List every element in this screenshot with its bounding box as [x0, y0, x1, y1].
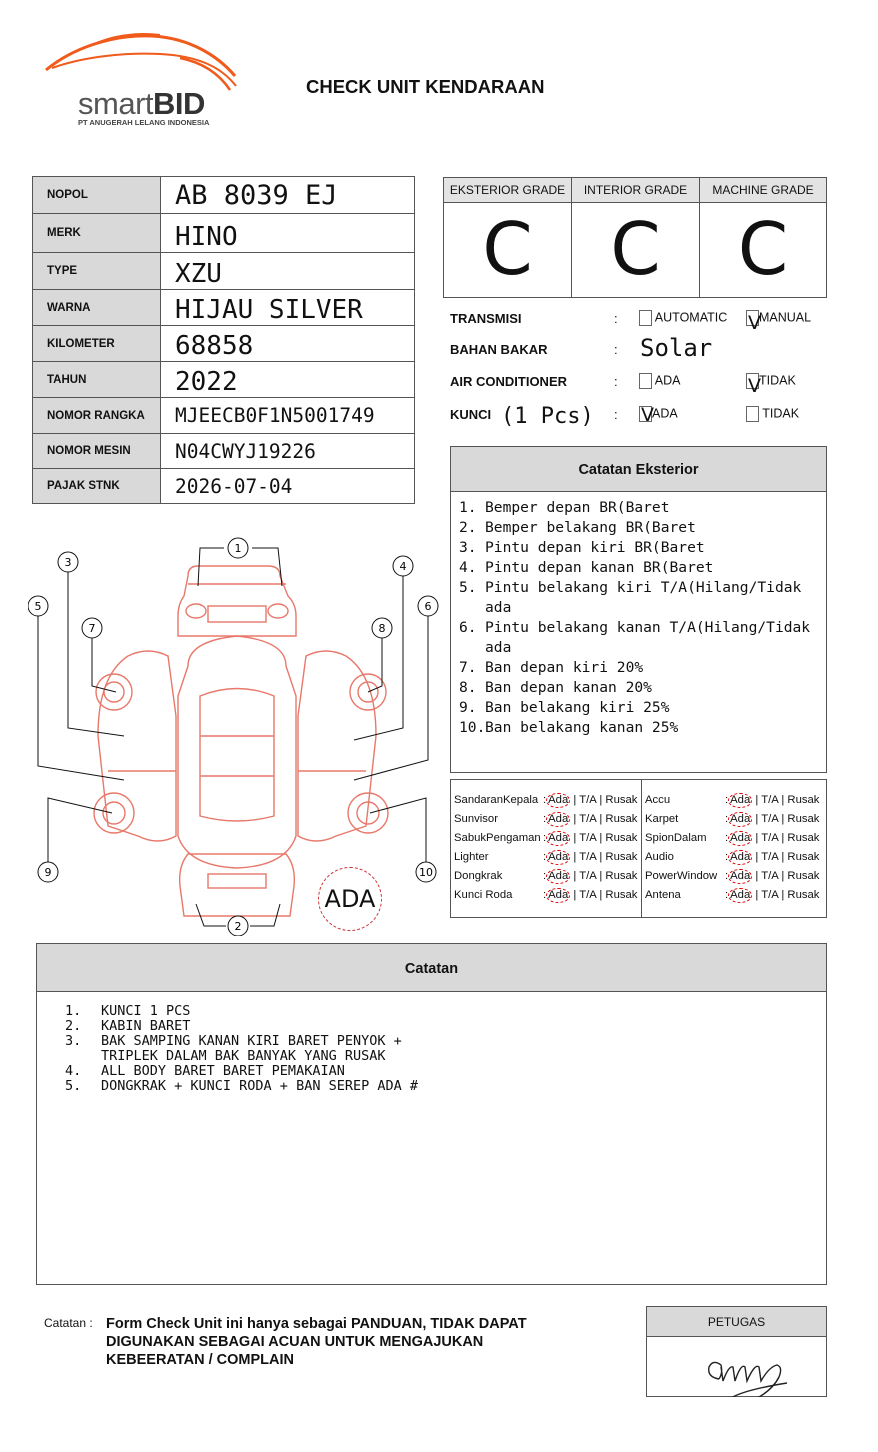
identity-label: KILOMETER: [33, 326, 161, 362]
exterior-notes-panel: [450, 446, 827, 773]
status-options: | T/A | Rusak: [752, 870, 820, 882]
accessory-name: SandaranKepala: [454, 794, 539, 806]
signature-drawing: [647, 1337, 828, 1397]
exterior-notes-list: [451, 492, 826, 744]
exterior-note-item: [459, 718, 818, 738]
grade-label: EKSTERIOR GRADE: [444, 178, 571, 203]
callout-number: 6: [424, 600, 432, 613]
ada-circled: Ada: [730, 889, 751, 901]
transmisi-label: TRANSMISI: [450, 311, 522, 326]
callout-number: 8: [378, 622, 386, 635]
identity-label: PAJAK STNK: [33, 469, 161, 504]
ada-circled: Ada: [548, 813, 569, 825]
callout-number: 9: [44, 866, 52, 879]
note-number: 9.: [459, 699, 477, 716]
vehicle-damage-diagram: [28, 536, 442, 936]
exterior-note-item: [459, 658, 818, 678]
disclaimer-text: Form Check Unit ini hanya sebagai PANDUAN, TIDAK DAPAT DIGUNAKAN SEBAGAI ACUAN UNTUK MENGAJUKAN KEBEERATAN / COMPLAIN: [106, 1316, 527, 1368]
accessory-name: SpionDalam: [645, 832, 707, 844]
status-options: | T/A | Rusak: [570, 851, 638, 863]
status-options: | T/A | Rusak: [570, 813, 638, 825]
accessory-status: [725, 791, 819, 810]
status-options: | T/A | Rusak: [570, 832, 638, 844]
note-text: Bemper depan BR(Baret: [485, 499, 670, 516]
logo-company-name: PT ANUGERAH LELANG INDONESIA: [78, 118, 210, 127]
grades-panel: [443, 177, 827, 298]
ada-circled: Ada: [730, 794, 751, 806]
identity-value: 68858: [161, 326, 415, 362]
callout-number: 3: [64, 556, 72, 569]
identity-value: 2022: [161, 362, 415, 398]
ac-label: AIR CONDITIONER: [450, 374, 567, 389]
status-options: | T/A | Rusak: [570, 889, 638, 901]
accessory-name: Sunvisor: [454, 813, 498, 825]
note-text: Ban depan kanan 20%: [485, 679, 652, 696]
identity-label: NOMOR RANGKA: [33, 398, 161, 434]
note-text: ALL BODY BARET BARET PEMAKAIAN: [101, 1063, 345, 1079]
note-number: 4.: [459, 559, 477, 576]
colon: :: [614, 342, 618, 357]
ac-ada-option[interactable]: [639, 373, 681, 389]
note-text: Pintu belakang kiri T/A(Hilang/Tidak ada: [485, 579, 802, 616]
checkbox[interactable]: [639, 373, 652, 389]
table-row: [33, 214, 415, 253]
status-options: | T/A | Rusak: [752, 889, 820, 901]
identity-value: N04CWYJ19226: [161, 434, 415, 469]
grade-label: INTERIOR GRADE: [572, 178, 699, 203]
note-text: Pintu depan kanan BR(Baret: [485, 559, 714, 576]
ac-tidak-option[interactable]: [746, 373, 796, 397]
note-number: 4.: [65, 1063, 82, 1079]
accessory-name: SabukPengaman: [454, 832, 541, 844]
colon: :: [614, 311, 618, 326]
option-label: MANUAL: [759, 310, 812, 325]
callout-number: 4: [399, 560, 407, 573]
note-number: 5.: [65, 1078, 82, 1094]
accessory-status: [725, 829, 819, 848]
note-text: Ban belakang kiri 25%: [485, 699, 670, 716]
separator: :: [543, 851, 547, 863]
ada-circled: Ada: [730, 870, 751, 882]
callout-number: 10: [419, 866, 433, 879]
note-number: 2.: [65, 1018, 82, 1034]
accessory-status: [543, 848, 637, 867]
note-number: 7.: [459, 659, 477, 676]
note-text: Pintu belakang kanan T/A(Hilang/Tidak ada: [485, 619, 811, 656]
identity-label: NOMOR MESIN: [33, 434, 161, 469]
separator: :: [725, 813, 729, 825]
callout-number: 2: [234, 920, 242, 933]
checkbox[interactable]: [746, 373, 761, 397]
note-text: BAK SAMPING KANAN KIRI BARET PENYOK + TRIPLEK DALAM BAK BANYAK YANG RUSAK: [101, 1033, 402, 1064]
exterior-note-item: [459, 558, 818, 578]
identity-label: MERK: [33, 214, 161, 253]
callout-number: 1: [234, 542, 242, 555]
ada-circled: Ada: [548, 889, 569, 901]
check-mark: V: [641, 404, 654, 426]
grade-value: C: [482, 207, 533, 291]
column-divider: [641, 780, 642, 917]
option-label: ADA: [652, 406, 678, 421]
exterior-note-item: [459, 578, 818, 618]
table-row: [33, 469, 415, 504]
separator: :: [725, 870, 729, 882]
identity-value: HIJAU SILVER: [161, 290, 415, 326]
catatan-panel: [36, 943, 827, 1285]
note-text: KUNCI 1 PCS: [101, 1003, 191, 1019]
ada-circled: Ada: [730, 851, 751, 863]
accessory-status: [543, 829, 637, 848]
ada-circled: Ada: [548, 851, 569, 863]
catatan-title: Catatan: [37, 944, 826, 992]
ada-stamp: ADA: [318, 867, 382, 931]
accessory-status: [725, 810, 819, 829]
table-row: [33, 326, 415, 362]
note-text: Ban depan kiri 20%: [485, 659, 644, 676]
note-number: 3.: [65, 1033, 82, 1049]
table-row: [33, 434, 415, 469]
checkbox[interactable]: [639, 404, 654, 426]
note-number: 10.: [459, 719, 486, 736]
colon: :: [614, 407, 618, 422]
check-mark: V: [748, 312, 761, 334]
note-number: 2.: [459, 519, 477, 536]
accessory-status: [543, 791, 637, 810]
accessory-name: Dongkrak: [454, 870, 503, 882]
accessory-name: Antena: [645, 889, 681, 901]
transmisi-manual-option[interactable]: [746, 310, 812, 334]
note-number: 5.: [459, 579, 477, 596]
accessories-panel: [450, 779, 827, 918]
catatan-list: [37, 992, 826, 1094]
logo-wordmark: smartBID: [78, 86, 205, 121]
identity-label: TYPE: [33, 253, 161, 290]
table-row: [33, 398, 415, 434]
accessory-status: [543, 810, 637, 829]
page-title: CHECK UNIT KENDARAAN: [306, 76, 545, 97]
grade-label: MACHINE GRADE: [700, 178, 826, 203]
exterior-note-item: [459, 518, 818, 538]
identity-label: NOPOL: [33, 177, 161, 214]
exterior-note-item: [459, 538, 818, 558]
option-label: TIDAK: [762, 406, 800, 421]
vehicle-identity-table: [32, 176, 415, 504]
kunci-label: KUNCI: [450, 407, 492, 422]
status-options: | T/A | Rusak: [570, 870, 638, 882]
smartbid-logo: [40, 28, 245, 133]
separator: :: [725, 889, 729, 901]
accessory-name: Audio: [645, 851, 674, 863]
note-number: 1.: [459, 499, 477, 516]
checkbox[interactable]: [746, 310, 761, 334]
kunci-tidak-option[interactable]: [746, 406, 799, 422]
identity-value: 2026-07-04: [161, 469, 415, 504]
table-row: [33, 362, 415, 398]
accessory-status: [543, 886, 637, 905]
separator: :: [725, 832, 729, 844]
accessory-status: [543, 867, 637, 886]
option-label: TIDAK: [759, 373, 796, 388]
note-text: KABIN BARET: [101, 1018, 191, 1034]
status-options: | T/A | Rusak: [570, 794, 638, 806]
separator: :: [543, 832, 547, 844]
identity-value: MJEECB0F1N5001749: [161, 398, 415, 434]
separator: :: [543, 794, 547, 806]
grade-value: C: [737, 207, 789, 291]
ada-circled: Ada: [548, 832, 569, 844]
check-mark: V: [748, 375, 761, 397]
callout-number: 7: [88, 622, 96, 635]
option-label: ADA: [654, 373, 681, 388]
note-number: 8.: [459, 679, 477, 696]
accessory-status: [725, 886, 819, 905]
catatan-item: [65, 1064, 826, 1079]
identity-value: AB 8039 EJ: [161, 177, 415, 214]
accessory-name: Karpet: [645, 813, 679, 825]
catatan-item: [65, 1034, 826, 1064]
accessory-status: [725, 867, 819, 886]
accessory-name: Lighter: [454, 851, 489, 863]
kunci-count: (1 Pcs): [501, 404, 594, 429]
exterior-notes-title: Catatan Eksterior: [451, 447, 826, 492]
note-number: 3.: [459, 539, 477, 556]
exterior-note-item: [459, 698, 818, 718]
petugas-title: PETUGAS: [647, 1307, 826, 1337]
status-options: | T/A | Rusak: [752, 832, 820, 844]
interior-grade: [572, 178, 700, 297]
catatan-item: [65, 1079, 826, 1094]
separator: :: [543, 889, 547, 901]
table-row: [33, 290, 415, 326]
separator: :: [543, 870, 547, 882]
identity-value: HINO: [161, 214, 415, 253]
separator: :: [725, 851, 729, 863]
note-text: Ban belakang kanan 25%: [485, 719, 679, 736]
note-number: 6.: [459, 619, 477, 636]
footer-label: Catatan :: [44, 1316, 93, 1330]
note-number: 1.: [65, 1003, 82, 1019]
kunci-ada-option[interactable]: [639, 404, 678, 426]
exterior-note-item: [459, 678, 818, 698]
status-options: | T/A | Rusak: [752, 794, 820, 806]
machine-grade: [700, 178, 826, 297]
exterior-note-item: [459, 498, 818, 518]
colon: :: [614, 374, 618, 389]
identity-value: XZU: [161, 253, 415, 290]
petugas-box: [646, 1306, 827, 1397]
note-text: DONGKRAK + KUNCI RODA + BAN SEREP ADA #: [101, 1078, 418, 1094]
bahan-bakar-value: Solar: [640, 334, 713, 362]
identity-label: TAHUN: [33, 362, 161, 398]
identity-label: WARNA: [33, 290, 161, 326]
accessory-status: [725, 848, 819, 867]
car-outline-diagram: [28, 536, 442, 936]
bahan-bakar-label: BAHAN BAKAR: [450, 342, 548, 357]
accessory-name: Accu: [645, 794, 671, 806]
status-options: | T/A | Rusak: [752, 851, 820, 863]
note-text: Bemper belakang BR(Baret: [485, 519, 696, 536]
separator: :: [725, 794, 729, 806]
ada-circled: Ada: [548, 870, 569, 882]
ada-circled: Ada: [730, 813, 751, 825]
accessory-name: Kunci Roda: [454, 889, 513, 901]
catatan-item: [65, 1019, 826, 1034]
checkbox[interactable]: [746, 406, 759, 422]
ada-circled: Ada: [730, 832, 751, 844]
option-label: AUTOMATIC: [654, 310, 728, 325]
status-options: | T/A | Rusak: [752, 813, 820, 825]
transmisi-automatic-option[interactable]: [639, 310, 727, 326]
ada-circled: Ada: [548, 794, 569, 806]
table-row: [33, 177, 415, 214]
checkbox[interactable]: [639, 310, 652, 326]
note-text: Pintu depan kiri BR(Baret: [485, 539, 705, 556]
table-row: [33, 253, 415, 290]
catatan-item: [65, 1004, 826, 1019]
exterior-grade: [444, 178, 572, 297]
callout-number: 5: [34, 600, 42, 613]
accessory-name: PowerWindow: [645, 870, 718, 882]
exterior-note-item: [459, 618, 818, 658]
separator: :: [543, 813, 547, 825]
grade-value: C: [610, 207, 661, 291]
